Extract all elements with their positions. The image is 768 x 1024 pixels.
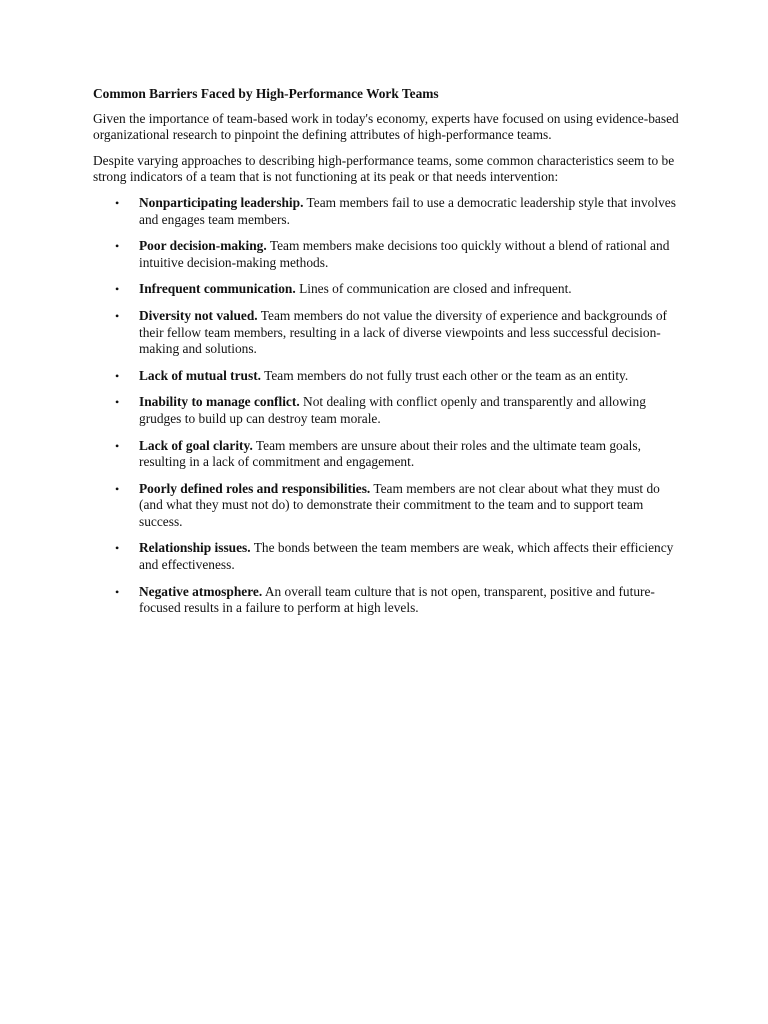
barrier-term: Negative atmosphere. [139, 583, 263, 599]
barrier-term: Inability to manage conflict. [139, 394, 300, 410]
barrier-term: Relationship issues. [139, 540, 251, 556]
bullet-icon: • [115, 282, 120, 297]
list-item [93, 281, 683, 298]
bullet-icon: • [115, 584, 120, 599]
barrier-term: Lack of mutual trust. [139, 367, 262, 383]
bullet-icon: • [115, 195, 120, 210]
barrier-description: Team members do not value the diversity of experience and backgrounds of their fellow team members, resulting in a lack of diverse viewpoints and less successful decision-making and solutions. [139, 307, 667, 357]
list-item [93, 540, 683, 573]
bullet-icon: • [115, 481, 120, 496]
bullet-icon: • [115, 368, 120, 383]
barrier-description: An overall team culture that is not open, transparent, positive and future-focused results in a failure to perform at high levels. [139, 583, 655, 616]
list-item [93, 195, 683, 228]
barrier-description: Not dealing with conflict openly and transparently and allowing grudges to build up can destroy team morale. [139, 394, 646, 426]
bullet-icon: • [115, 395, 120, 410]
list-item [93, 308, 683, 358]
barrier-description: Team members do not fully trust each other or the team as an entity. [261, 367, 629, 383]
intro-paragraph: Given the importance of team-based work in today's economy, experts have focused on using evidence-based organizational research to pinpoint the defining attributes of high-performance teams. [93, 110, 679, 143]
barrier-description: Team members fail to use a democratic leadership style that involves and engages team members. [139, 194, 676, 227]
list-item [93, 368, 683, 385]
barrier-term: Nonparticipating leadership. [139, 194, 304, 210]
list-item [93, 481, 683, 531]
barrier-term: Lack of goal clarity. [139, 437, 253, 453]
barrier-description: Team members are not clear about what they must do (and what they must not do) to demonstrate their commitment to the team and to support team success. [139, 480, 660, 529]
bullet-icon: • [115, 438, 120, 453]
list-item [93, 584, 683, 617]
list-item [93, 438, 683, 471]
barrier-description: Lines of communication are closed and infrequent. [295, 281, 572, 297]
bullet-icon: • [115, 239, 120, 254]
barrier-description: Team members make decisions too quickly without a blend of rational and intuitive decision-making methods. [139, 238, 670, 270]
barrier-description: The bonds between the team members are weak, which affects their efficiency and effectiveness. [139, 540, 674, 573]
barrier-description: Team members are unsure about their roles and the ultimate team goals, resulting in a lack of commitment and engagement. [139, 437, 641, 470]
barrier-term: Infrequent communication. [139, 281, 296, 297]
bullet-icon: • [115, 541, 120, 556]
document-body [93, 86, 683, 627]
document-title: Common Barriers Faced by High-Performance Work Teams [93, 86, 439, 101]
characteristics-paragraph: Despite varying approaches to describing high-performance teams, some common characteristics seem to be strong indicators of a team that is not functioning at its peak or that needs intervention: [93, 152, 675, 185]
barrier-term: Diversity not valued. [139, 307, 258, 323]
barrier-term: Poor decision-making. [139, 238, 267, 254]
bullet-icon: • [115, 308, 120, 323]
barrier-term: Poorly defined roles and responsibilities. [139, 480, 371, 496]
list-item [93, 394, 683, 427]
list-item [93, 238, 683, 271]
barrier-list [93, 195, 683, 617]
